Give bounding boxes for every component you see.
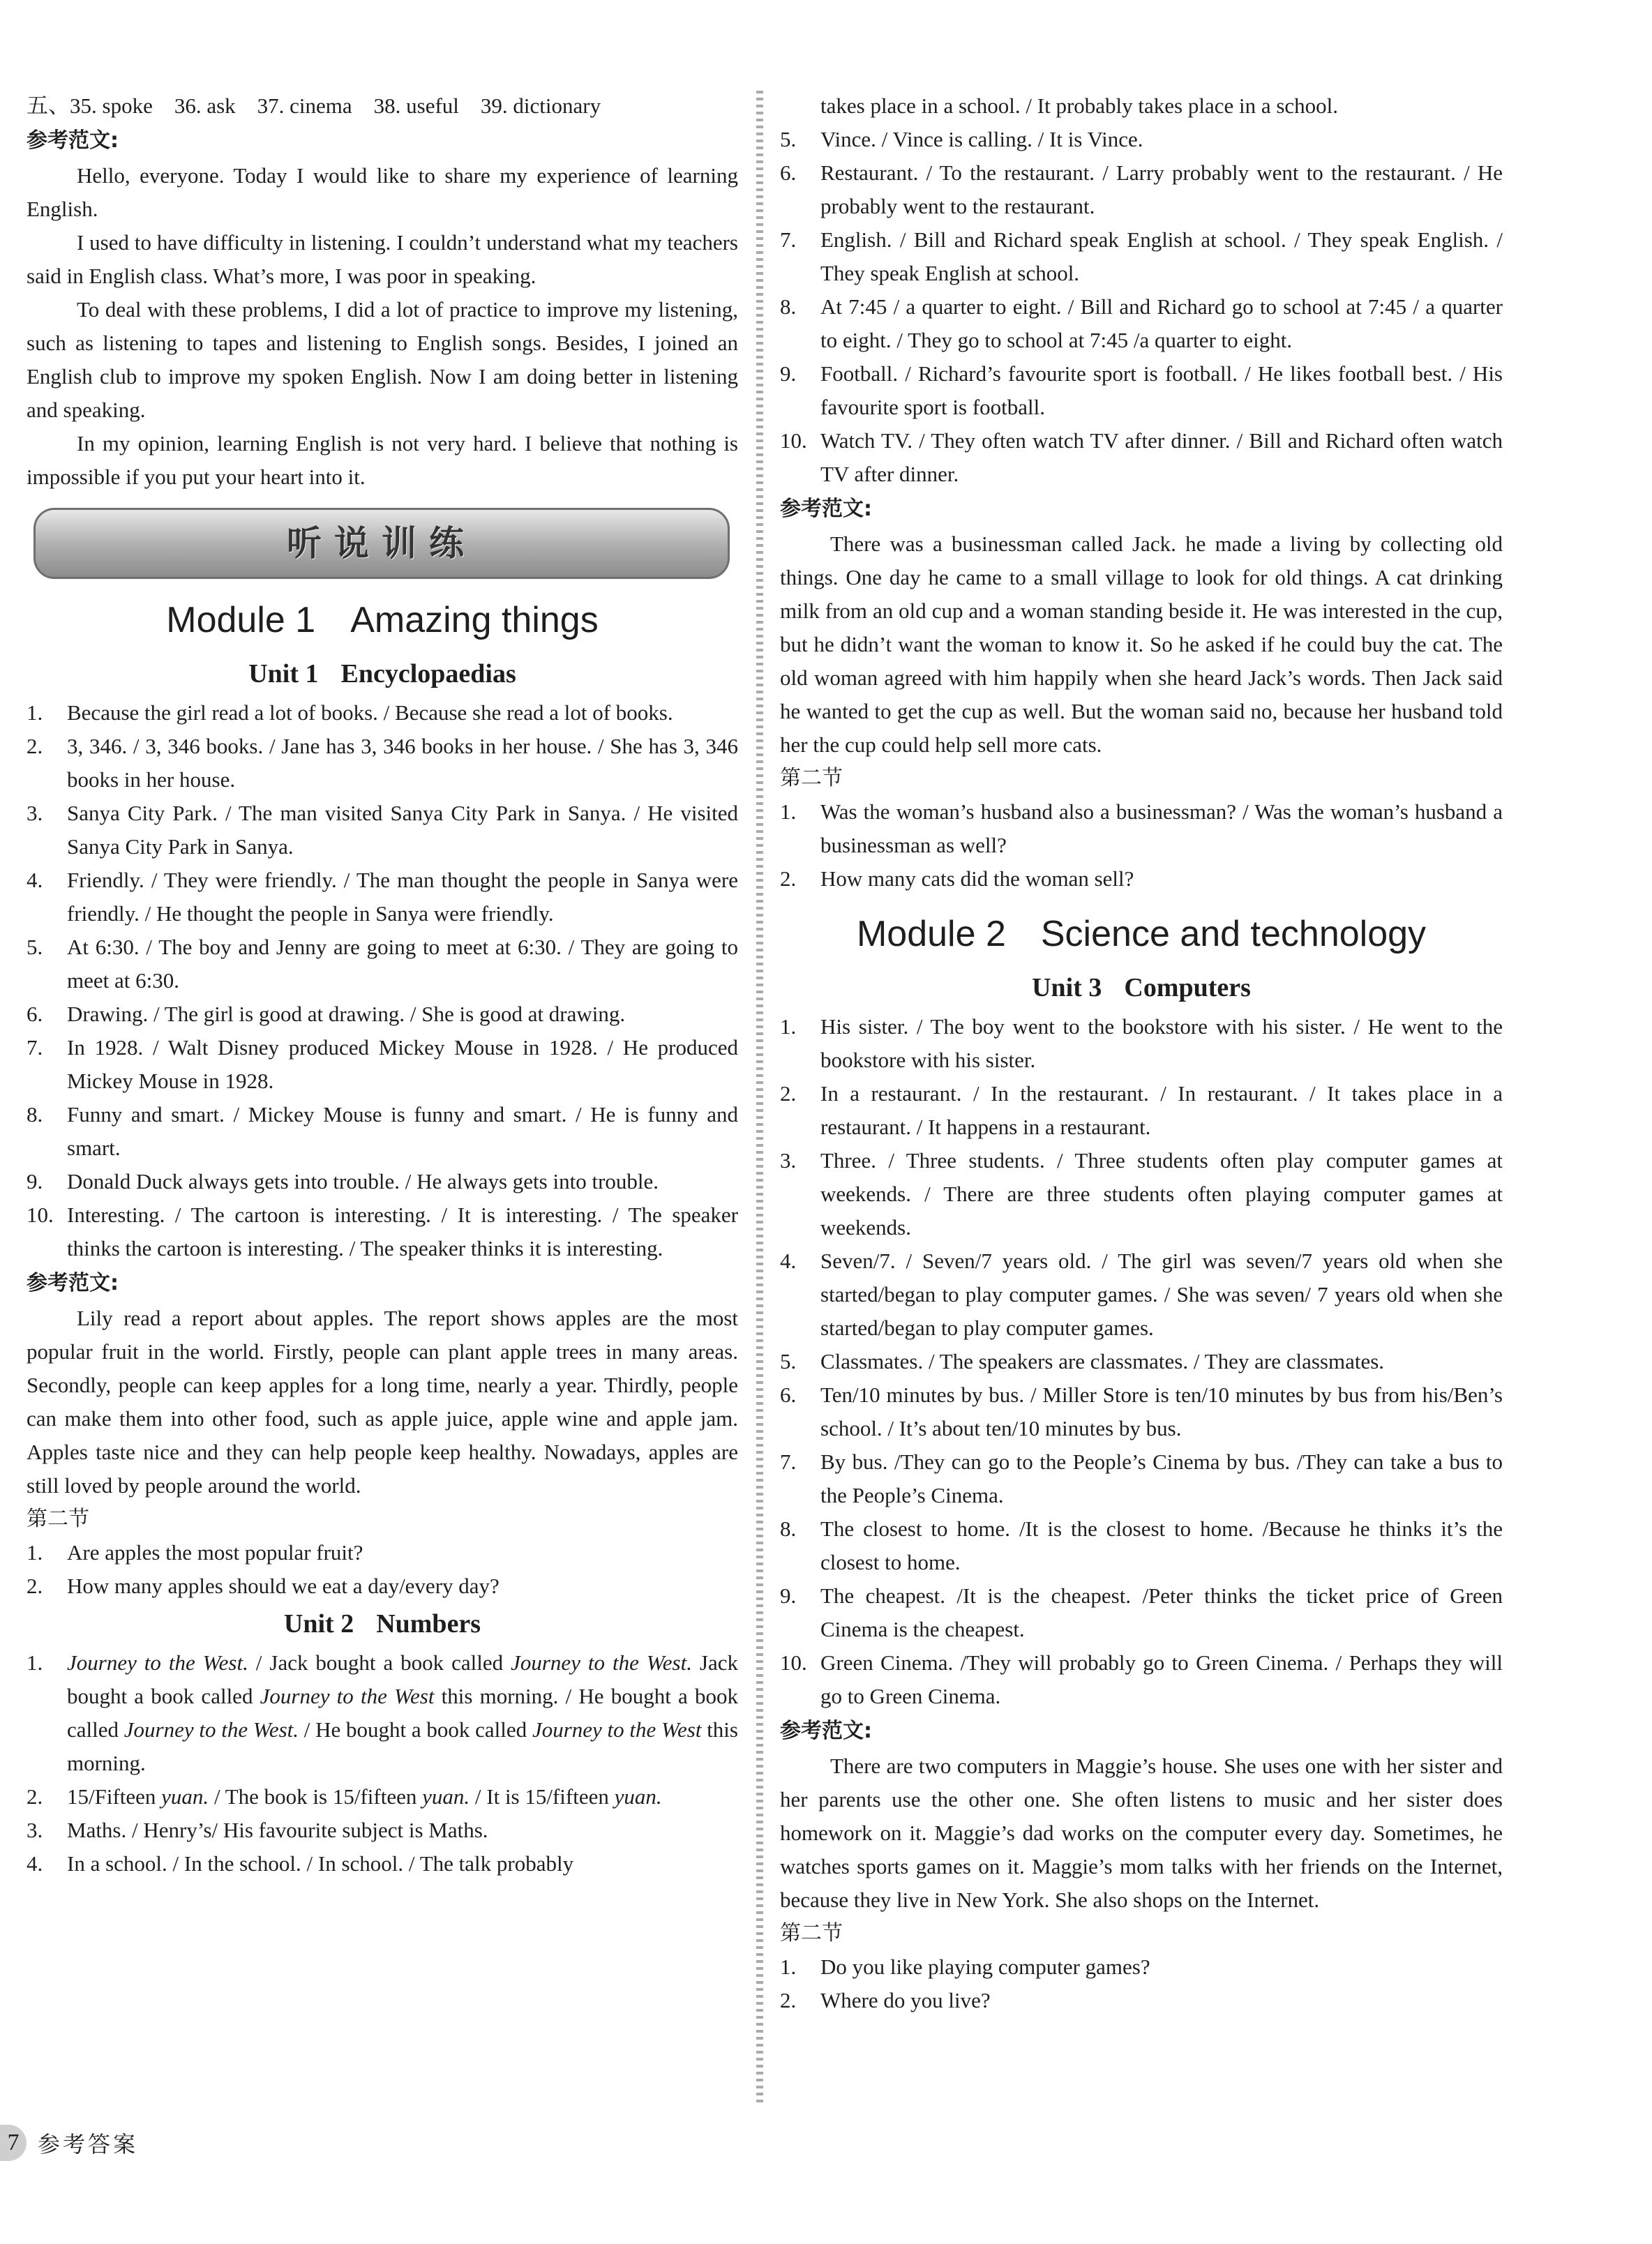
section-2-label: 第二节 bbox=[780, 1921, 843, 1945]
answer-item bbox=[780, 1244, 1503, 1345]
item-number: 4. bbox=[27, 1851, 43, 1876]
question-item bbox=[27, 1569, 738, 1603]
unit-prefix: Unit 3 bbox=[1032, 973, 1102, 1002]
answer-item bbox=[27, 931, 738, 997]
item-text: Ten/10 minutes by bus. / Miller Store is ten/10 minutes by bus from his/Ben’s school. / It’s about ten/10 minutes by bus. bbox=[820, 1383, 1503, 1440]
answer-item bbox=[27, 997, 738, 1031]
module-1-title bbox=[27, 596, 738, 645]
right-column bbox=[780, 89, 1503, 2017]
currency-word: yuan. bbox=[614, 1784, 662, 1809]
unit-name: Encyclopaedias bbox=[340, 659, 516, 688]
item-text: At 7:45 / a quarter to eight. / Bill and Richard go to school at 7:45 / a quarter to eight. / They go to school at 7:45 /a quarter to eight. bbox=[820, 294, 1503, 352]
section-2-label: 第二节 bbox=[780, 766, 843, 790]
item-text: English. / Bill and Richard speak English at school. / They speak English. / They speak English at school. bbox=[820, 227, 1503, 285]
item-text: Sanya City Park. / The man visited Sanya City Park in Sanya. / He visited Sanya City Park in Sanya. bbox=[67, 801, 738, 859]
unit-prefix: Unit 2 bbox=[283, 1609, 354, 1639]
text-run: / It is 15/fifteen bbox=[470, 1784, 615, 1809]
answer-item bbox=[780, 156, 1503, 223]
unit-3-title bbox=[780, 968, 1503, 1007]
answer-item bbox=[27, 797, 738, 864]
item-number: 5. bbox=[780, 127, 797, 151]
answer-item bbox=[27, 1847, 738, 1881]
answer-item bbox=[27, 1646, 738, 1780]
item-number: 1. bbox=[780, 799, 797, 824]
item-number: 3. bbox=[27, 801, 43, 825]
item-number: 6. bbox=[780, 1383, 797, 1407]
item-number: 2. bbox=[27, 1784, 43, 1809]
item-number: 6. bbox=[780, 160, 797, 185]
answer-item bbox=[780, 424, 1503, 491]
page-number: 7 bbox=[0, 2125, 27, 2161]
text-run: Jack bought a book called bbox=[67, 1650, 739, 1708]
column-divider bbox=[756, 91, 763, 2107]
footer-label: 参考答案 bbox=[38, 2131, 139, 2158]
item-number: 4. bbox=[780, 1249, 797, 1273]
item-text: Was the woman’s husband also a businessman? / Was the woman’s husband a businessman as well? bbox=[820, 799, 1503, 857]
item-text: His sister. / The boy went to the bookstore with his sister. / He went to the bookstore with his sister. bbox=[820, 1014, 1503, 1072]
unit-1-title bbox=[27, 654, 738, 693]
essay-paragraph: There are two computers in Maggie’s house. She uses one with her sister and her parents use the other one. She often listens to music and her sister does homework on it. Maggie’s dad works on the computer every day. Sometimes, he watches sports games on it. Maggie’s mom talks with her friends on the Internet, because they live in New York. She also shops on the Internet. bbox=[780, 1754, 1503, 1912]
item-text: 3, 346. / 3, 346 books. / Jane has 3, 346 books in her house. / She has 3, 346 books in her house. bbox=[67, 734, 738, 792]
item-text: Football. / Richard’s favourite sport is football. / He likes football best. / His favourite sport is football. bbox=[820, 361, 1503, 419]
item-text: Interesting. / The cartoon is interesting. / It is interesting. / The speaker thinks the cartoon is interesting. / The speaker thinks it is interesting. bbox=[67, 1203, 738, 1260]
item-number: 2. bbox=[27, 734, 43, 758]
answer-item bbox=[780, 1378, 1503, 1445]
item-number: 8. bbox=[27, 1102, 43, 1127]
item-number: 9. bbox=[27, 1169, 43, 1193]
item-number: 8. bbox=[780, 294, 797, 319]
item-number: 5. bbox=[27, 935, 43, 959]
essay-paragraph: There was a businessman called Jack. he made a living by collecting old things. One day he came to a small village to look for old things. A cat drinking milk from an old cup and a woman standing beside it. He was interested in the cup, but he didn’t want the woman to know it. So he asked if he could buy the cat. The old woman agreed with him happily when she heard Jack’s words. Then Jack said he wanted to get the cup as well. But the woman said no, because her husband told her the cup could help sell more cats. bbox=[780, 532, 1503, 757]
sample-essay-label: 参考范文: bbox=[780, 497, 872, 521]
question-item bbox=[780, 862, 1503, 896]
left-column bbox=[27, 89, 738, 1881]
answer-item bbox=[780, 1077, 1503, 1144]
answer-item-continued bbox=[780, 89, 1503, 123]
book-title: Journey to the West. bbox=[67, 1650, 248, 1675]
answer-item bbox=[27, 1165, 738, 1198]
text-run: this morning. / He bought a book called bbox=[67, 1684, 738, 1742]
item-text: How many apples should we eat a day/every day? bbox=[67, 1574, 500, 1598]
item-number: 10. bbox=[27, 1203, 54, 1227]
essay-paragraph: I used to have difficulty in listening. I couldn’t understand what my teachers said in English class. What’s more, I was poor in speaking. bbox=[27, 230, 738, 288]
item-number: 7. bbox=[780, 227, 797, 252]
answer-item bbox=[780, 1579, 1503, 1646]
answer-item bbox=[780, 1445, 1503, 1512]
item-number: 2. bbox=[780, 1081, 797, 1106]
item-number: 9. bbox=[780, 361, 797, 386]
item-text: Do you like playing computer games? bbox=[820, 1955, 1150, 1979]
item-number: 2. bbox=[780, 1988, 797, 2012]
item-text: Three. / Three students. / Three students often play computer games at weekends. / There are three students often playing computer games at weekends. bbox=[820, 1148, 1503, 1240]
text-run: this morning. bbox=[67, 1717, 738, 1775]
text-run: / The book is 15/fifteen bbox=[209, 1784, 423, 1809]
item-text: The cheapest. /It is the cheapest. /Peter thinks the ticket price of Green Cinema is the cheapest. bbox=[820, 1583, 1503, 1641]
answer-item bbox=[27, 1198, 738, 1265]
unit-2-title bbox=[27, 1604, 738, 1643]
item-number: 2. bbox=[27, 1574, 43, 1598]
item-text: Are apples the most popular fruit? bbox=[67, 1540, 363, 1565]
item-number: 5. bbox=[780, 1349, 797, 1373]
module-2-title bbox=[780, 910, 1503, 958]
item-text: Drawing. / The girl is good at drawing. / She is good at drawing. bbox=[67, 1002, 626, 1026]
unit-prefix: Unit 1 bbox=[248, 659, 319, 688]
text-run: / He bought a book called bbox=[299, 1717, 532, 1742]
essay-paragraph: Lily read a report about apples. The report shows apples are the most popular fruit in the world. Firstly, people can plant apple trees in many areas. Secondly, people can keep apples for a long time, nearly a year. Thirdly, people can make them into other food, such as apple juice, apple wine and apple jam. Apples taste nice and they can help people keep healthy. Nowadays, apples are still loved by people around the world. bbox=[27, 1306, 738, 1498]
answer-item bbox=[27, 1031, 738, 1098]
book-title: Journey to the West. bbox=[511, 1650, 692, 1675]
answer-item bbox=[780, 357, 1503, 424]
item-number: 1. bbox=[780, 1014, 797, 1039]
item-number: 10. bbox=[780, 1650, 807, 1675]
exercise-5-answers: 五、35. spoke 36. ask 37. cinema 38. useful 39. dictionary bbox=[27, 93, 601, 118]
answer-item bbox=[780, 1512, 1503, 1579]
item-number: 7. bbox=[780, 1449, 797, 1474]
item-text: At 6:30. / The boy and Jenny are going to meet at 6:30. / They are going to meet at 6:30. bbox=[67, 935, 738, 993]
item-text: In 1928. / Walt Disney produced Mickey Mouse in 1928. / He produced Mickey Mouse in 1928. bbox=[67, 1035, 738, 1093]
sample-essay-label: 参考范文: bbox=[27, 128, 119, 153]
item-number: 1. bbox=[27, 1650, 43, 1675]
currency-word: yuan. bbox=[161, 1784, 209, 1809]
unit-name: Numbers bbox=[376, 1609, 481, 1639]
item-text: Where do you live? bbox=[820, 1988, 991, 2012]
currency-word: yuan. bbox=[422, 1784, 470, 1809]
item-number: 3. bbox=[27, 1818, 43, 1842]
section-2-label: 第二节 bbox=[27, 1507, 89, 1531]
answer-item bbox=[27, 696, 738, 730]
essay-paragraph: In my opinion, learning English is not very hard. I believe that nothing is impossible if you put your heart into it. bbox=[27, 431, 738, 489]
answer-item bbox=[27, 1780, 738, 1814]
item-number: 7. bbox=[27, 1035, 43, 1060]
item-text: Watch TV. / They often watch TV after dinner. / Bill and Richard often watch TV after dinner. bbox=[820, 428, 1503, 486]
item-number: 1. bbox=[27, 700, 43, 725]
page-footer bbox=[0, 2125, 138, 2161]
sample-essay-label: 参考范文: bbox=[27, 1271, 119, 1295]
answer-item bbox=[780, 1345, 1503, 1378]
module-prefix: Module 1 bbox=[166, 600, 316, 640]
item-number: 1. bbox=[27, 1540, 43, 1565]
answer-item bbox=[27, 730, 738, 797]
item-text: By bus. /They can go to the People’s Cinema by bus. /They can take a bus to the People’s Cinema. bbox=[820, 1449, 1503, 1507]
answer-item bbox=[780, 290, 1503, 357]
essay-paragraph: Hello, everyone. Today I would like to share my experience of learning English. bbox=[27, 163, 738, 221]
item-number: 2. bbox=[780, 866, 797, 891]
unit-name: Computers bbox=[1124, 973, 1251, 1002]
item-text: Seven/7. / Seven/7 years old. / The girl was seven/7 years old when she started/began to play computer games. / She was seven/ 7 years old when she started/began to play computer games. bbox=[820, 1249, 1503, 1340]
answer-item bbox=[27, 1098, 738, 1165]
question-item bbox=[27, 1536, 738, 1569]
answer-item bbox=[780, 123, 1503, 156]
answer-item bbox=[780, 223, 1503, 290]
section-banner: 听说训练 bbox=[33, 508, 730, 579]
item-text: Friendly. / They were friendly. / The man thought the people in Sanya were friendly. / He thought the people in Sanya were friendly. bbox=[67, 868, 738, 926]
module-prefix: Module 2 bbox=[856, 914, 1006, 954]
item-number: 6. bbox=[27, 1002, 43, 1026]
item-text: Donald Duck always gets into trouble. / He always gets into trouble. bbox=[67, 1169, 659, 1193]
answer-item bbox=[27, 1814, 738, 1847]
question-item bbox=[780, 1984, 1503, 2017]
sample-essay-label: 参考范文: bbox=[780, 1719, 872, 1743]
question-item bbox=[780, 1950, 1503, 1984]
item-number: 9. bbox=[780, 1583, 797, 1608]
item-text: Restaurant. / To the restaurant. / Larry probably went to the restaurant. / He probably went to the restaurant. bbox=[820, 160, 1503, 218]
book-title: Journey to the West. bbox=[123, 1717, 299, 1742]
answer-item bbox=[780, 1144, 1503, 1244]
module-name: Amazing things bbox=[350, 600, 599, 640]
item-text: How many cats did the woman sell? bbox=[820, 866, 1134, 891]
answer-item bbox=[780, 1010, 1503, 1077]
item-text: takes place in a school. / It probably takes place in a school. bbox=[820, 93, 1339, 118]
answer-item bbox=[780, 1646, 1503, 1713]
item-text: Funny and smart. / Mickey Mouse is funny and smart. / He is funny and smart. bbox=[67, 1102, 738, 1160]
item-number: 3. bbox=[780, 1148, 797, 1173]
item-number: 1. bbox=[780, 1955, 797, 1979]
item-text bbox=[67, 1780, 738, 1814]
item-text: Maths. / Henry’s/ His favourite subject is Maths. bbox=[67, 1818, 488, 1842]
answer-item bbox=[27, 864, 738, 931]
item-number: 8. bbox=[780, 1516, 797, 1541]
text-run: 15/Fifteen bbox=[67, 1784, 162, 1809]
item-text bbox=[67, 1646, 738, 1780]
item-text: Because the girl read a lot of books. / Because she read a lot of books. bbox=[67, 700, 673, 725]
question-item bbox=[780, 795, 1503, 862]
item-text: Classmates. / The speakers are classmates. / They are classmates. bbox=[820, 1349, 1385, 1373]
item-text: In a school. / In the school. / In school. / The talk probably bbox=[67, 1851, 574, 1876]
item-text: In a restaurant. / In the restaurant. / In restaurant. / It takes place in a restaurant. / It happens in a restaurant. bbox=[820, 1081, 1503, 1139]
book-title: Journey to the West bbox=[532, 1717, 702, 1742]
book-title: Journey to the West bbox=[260, 1684, 435, 1708]
item-number: 10. bbox=[780, 428, 807, 453]
item-number: 4. bbox=[27, 868, 43, 892]
item-text: Green Cinema. /They will probably go to Green Cinema. / Perhaps they will go to Green Cinema. bbox=[820, 1650, 1503, 1708]
essay-paragraph: To deal with these problems, I did a lot of practice to improve my listening, such as listening to tapes and listening to English songs. Besides, I joined an English club to improve my spoken English. Now I am doing better in listening and speaking. bbox=[27, 297, 738, 422]
text-run: / Jack bought a book called bbox=[248, 1650, 511, 1675]
item-text: Vince. / Vince is calling. / It is Vince. bbox=[820, 127, 1143, 151]
item-text: The closest to home. /It is the closest to home. /Because he thinks it’s the closest to home. bbox=[820, 1516, 1503, 1574]
module-name: Science and technology bbox=[1040, 914, 1427, 954]
